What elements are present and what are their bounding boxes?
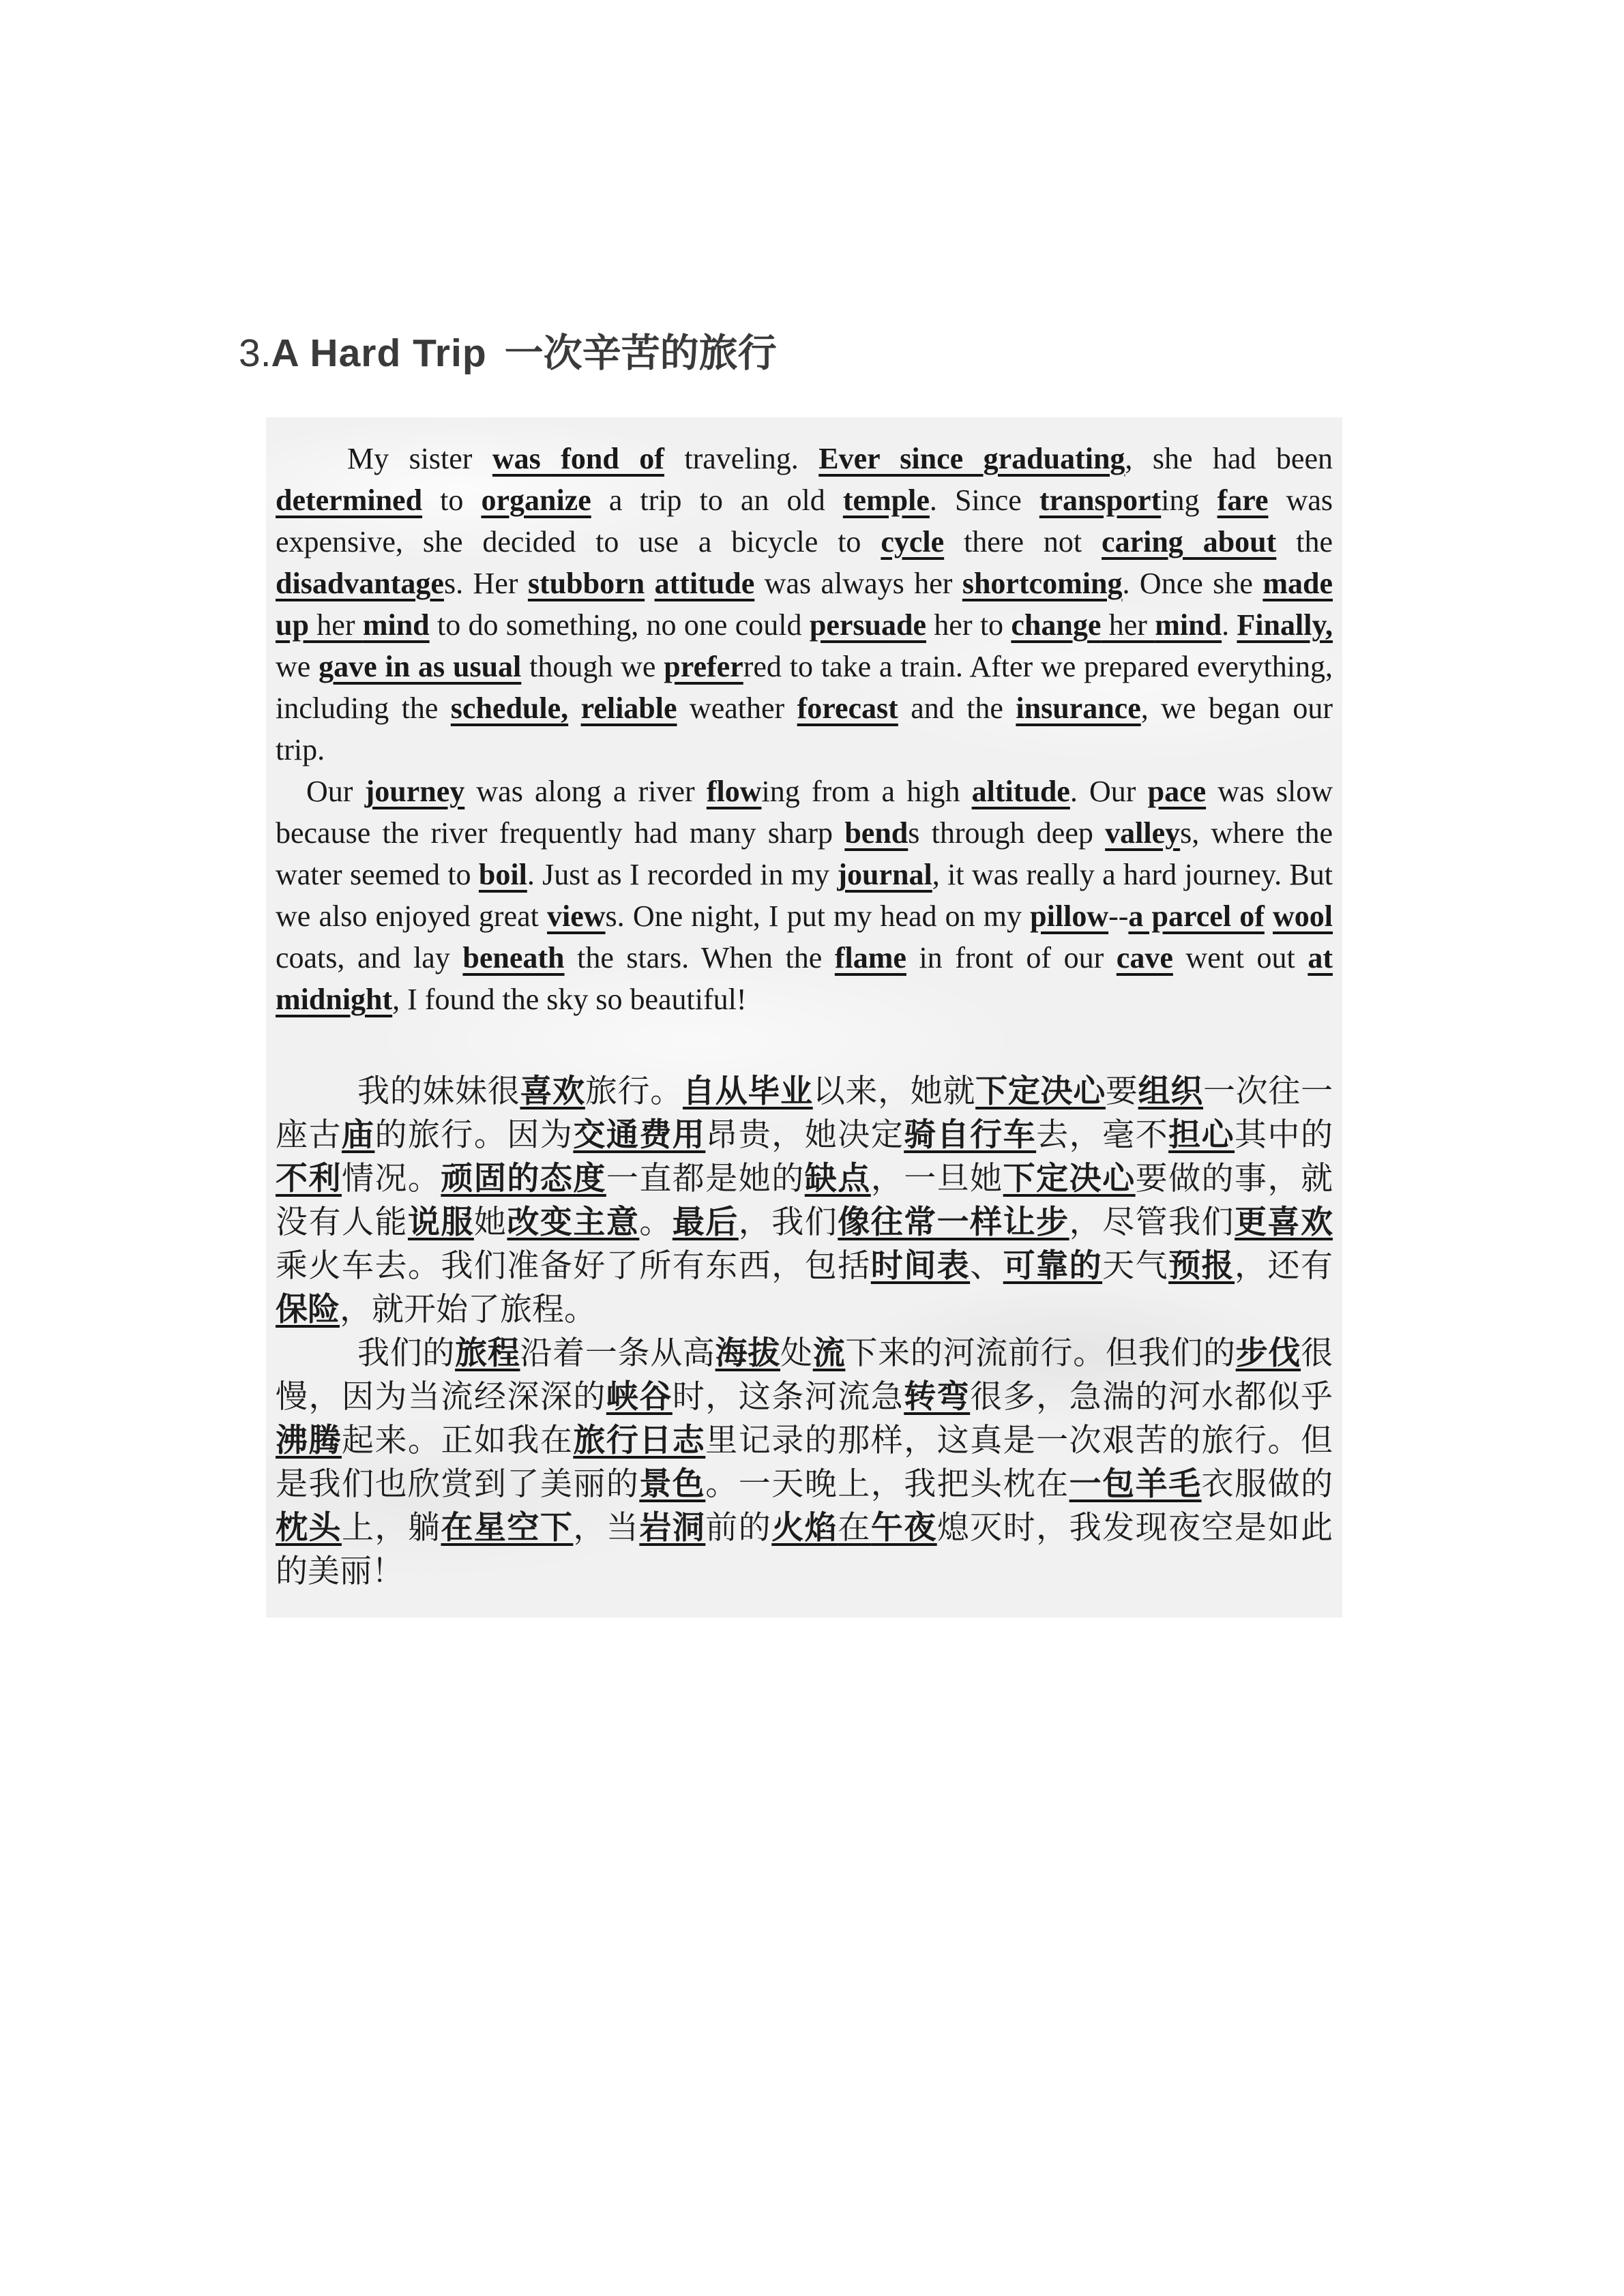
text-run: 我的妹妹很 (357, 1073, 520, 1109)
text-run: 时，这条河流急 (672, 1378, 904, 1414)
text-run: we (276, 650, 319, 683)
text-run: . Just as I recorded in my (527, 858, 838, 891)
vocabulary-term: her (1101, 608, 1155, 642)
vocabulary-term: insurance (1016, 691, 1141, 725)
vocabulary-term: mind (362, 608, 430, 642)
vocabulary-term: 岩洞 (639, 1509, 706, 1545)
vocabulary-term: 保险 (276, 1291, 340, 1327)
vocabulary-term: 可靠的 (1003, 1247, 1103, 1283)
vocabulary-term: transport (1039, 483, 1162, 517)
text-run: 。一天晚上，我把头枕在 (705, 1465, 1069, 1502)
text-run: 沿着一条从高 (520, 1335, 715, 1371)
text-run: 乘火车去。我们准备好了所有东西，包括 (276, 1247, 871, 1283)
text-run: s through deep (908, 816, 1106, 850)
vocabulary-term: was fond of (492, 442, 664, 475)
text-run: 其中的 (1235, 1116, 1333, 1152)
vocabulary-term: attitude (654, 567, 755, 600)
text-run: 的旅行。因为 (374, 1116, 574, 1152)
vocabulary-term: 骑自行车 (904, 1116, 1037, 1152)
text-run: though we (521, 650, 664, 683)
text-run: ing from a high (761, 775, 972, 808)
vocabulary-term: persuade (809, 608, 926, 642)
text-run: 一直都是她的 (606, 1160, 805, 1196)
vocabulary-term: journey (364, 775, 465, 808)
text-run (645, 567, 654, 600)
vocabulary-term: 旅行日志 (573, 1422, 706, 1458)
vocabulary-term: bend (844, 816, 909, 850)
vocabulary-term: reliable (580, 691, 677, 725)
text-run: ，就开始了旅程。 (340, 1291, 596, 1327)
vocabulary-term: valley (1105, 816, 1181, 850)
text-run: to do something, no one could (429, 608, 810, 642)
text-run: Our (306, 775, 365, 808)
chinese-paragraph-2 (276, 1331, 1333, 1593)
vocabulary-term: view (547, 899, 606, 933)
vocabulary-term: wool (1273, 899, 1333, 933)
vocabulary-term: at midnight (276, 941, 1333, 1016)
title-chinese: 一次辛苦的旅行 (504, 331, 777, 375)
vocabulary-term: 在星空下 (441, 1509, 574, 1545)
vocabulary-term: 时间表 (870, 1247, 971, 1283)
vocabulary-term: fare (1217, 483, 1269, 517)
text-run: , it was really a hard journey. But we also enjoyed great (276, 858, 1333, 933)
vocabulary-term: 步伐 (1235, 1335, 1301, 1371)
text-run: , she had been (1125, 442, 1333, 475)
text-run: 天气 (1102, 1247, 1169, 1283)
vocabulary-term: determined (276, 483, 423, 517)
text-run: the stars. When the (564, 941, 835, 974)
vocabulary-term: 交通费用 (573, 1116, 706, 1152)
text-run: 一次往一座古 (276, 1073, 1333, 1152)
text-run: the (1276, 525, 1333, 558)
text-run: 熄灭时，我发现夜空是如此的美丽！ (276, 1509, 1333, 1589)
vocabulary-term: 下定决心 (975, 1073, 1106, 1109)
vocabulary-term: 缺点 (804, 1160, 871, 1196)
text-run: in front of our (906, 941, 1117, 974)
english-paragraph-1 (276, 438, 1333, 771)
vocabulary-term: 转弯 (904, 1378, 971, 1414)
vocabulary-term: temple (842, 483, 930, 517)
text-run: s, where the water seemed to (276, 816, 1333, 891)
vocabulary-term: prefer (664, 650, 743, 683)
vocabulary-term: shortcoming (962, 567, 1123, 600)
text-run: My sister (347, 442, 492, 475)
text-run: ，一旦她 (870, 1160, 1003, 1196)
vocabulary-term: caring about (1102, 525, 1277, 558)
vocabulary-term: 旅程 (455, 1335, 520, 1371)
text-run: 情况。 (341, 1160, 441, 1196)
text-run: , I found the sky so beautiful! (392, 983, 747, 1016)
page-title (239, 333, 777, 374)
vocabulary-term: journal (837, 858, 932, 891)
text-run: traveling. (664, 442, 819, 475)
text-run: 上，躺 (341, 1509, 441, 1545)
text-run: s. One night, I put my head on my (605, 899, 1031, 933)
text-run: . (1222, 608, 1237, 642)
text-run: 。 (639, 1204, 673, 1240)
text-run: 以来，她就 (812, 1073, 976, 1109)
vocabulary-term: flow (706, 775, 762, 808)
text-run: there not (944, 525, 1102, 558)
text-run: to (422, 483, 482, 517)
vocabulary-term: Ever since graduating (818, 442, 1125, 475)
vocabulary-term: change (1011, 608, 1102, 642)
text-run (568, 691, 580, 725)
vocabulary-term: 下定决心 (1003, 1160, 1136, 1196)
english-paragraph-2 (276, 771, 1333, 1020)
vocabulary-term: schedule, (450, 691, 569, 725)
text-run: and the (898, 691, 1016, 725)
vocabulary-term: flame (834, 941, 906, 974)
vocabulary-term: 组织 (1138, 1073, 1203, 1109)
text-run: ，还有 (1235, 1247, 1333, 1283)
vocabulary-term: 流 (812, 1335, 846, 1371)
vocabulary-term: 喜欢 (520, 1073, 585, 1109)
chinese-paragraph-1 (276, 1069, 1333, 1331)
vocabulary-term: 一包羊毛 (1069, 1465, 1202, 1502)
text-run: her to (926, 608, 1012, 642)
vocabulary-term: cave (1116, 941, 1173, 974)
text-run: 要做的事，就没有人能 (276, 1160, 1333, 1240)
text-run: ，尽管我们 (1069, 1204, 1235, 1240)
vocabulary-term: a parcel of (1128, 899, 1265, 933)
text-run: 旅行。 (585, 1073, 683, 1109)
vocabulary-term: 庙 (341, 1116, 375, 1152)
vocabulary-term: cycle (881, 525, 945, 558)
text-run: was slow because the river frequently had many sharp (276, 775, 1333, 850)
vocabulary-term: 海拔 (715, 1335, 780, 1371)
vocabulary-term: 像往常一样让步 (838, 1204, 1069, 1240)
vocabulary-term: Finally, (1237, 608, 1333, 642)
text-run: , we began our trip. (276, 691, 1333, 766)
vocabulary-term: organize (481, 483, 591, 517)
vocabulary-term: pillow (1030, 899, 1109, 933)
text-run: a trip to an old (591, 483, 843, 517)
text-run: 里记录的那样，这真是一次艰苦的旅行。但是我们也欣赏到了美丽的 (276, 1422, 1333, 1502)
text-run: . Our (1069, 775, 1148, 808)
text-run: weather (677, 691, 797, 725)
vocabulary-term: 午夜 (870, 1509, 937, 1545)
vocabulary-term: her (308, 608, 363, 642)
vocabulary-term: 自从毕业 (682, 1073, 813, 1109)
text-run: 下来的河流前行。但我们的 (845, 1335, 1236, 1371)
text-run: ，当 (573, 1509, 640, 1545)
vocabulary-term: gave in as usual (319, 650, 522, 683)
vocabulary-term: forecast (797, 691, 898, 725)
title-number: 3. (239, 331, 271, 375)
vocabulary-term: 最后 (672, 1204, 739, 1240)
text-run: was along a river (464, 775, 707, 808)
vocabulary-term: 峡谷 (606, 1378, 673, 1414)
text-run: went out (1172, 941, 1308, 974)
text-run: coats, and lay (276, 941, 463, 974)
vocabulary-term: 在 (838, 1509, 871, 1545)
text-run: was expensive, she decided to use a bicycle to (276, 483, 1333, 558)
vocabulary-term: 改变主意 (507, 1204, 640, 1240)
text-run: 处 (780, 1335, 813, 1371)
text-run: ing (1161, 483, 1217, 517)
vocabulary-term: made up (276, 567, 1333, 642)
vocabulary-term: stubborn (527, 567, 645, 600)
text-run: 衣服做的 (1201, 1465, 1333, 1502)
text-run: ，我们 (738, 1204, 838, 1240)
vocabulary-term: altitude (971, 775, 1070, 808)
vocabulary-term: 更喜欢 (1235, 1204, 1333, 1240)
vocabulary-term: 沸腾 (276, 1422, 342, 1458)
vocabulary-term: 景色 (639, 1465, 706, 1502)
vocabulary-term: 担心 (1168, 1116, 1235, 1152)
text-run: 昂贵，她决定 (705, 1116, 904, 1152)
text-run: red to take a train. After we prepared everything, including the (276, 650, 1333, 725)
vocabulary-term: 预报 (1168, 1247, 1235, 1283)
text-run: 前的 (705, 1509, 772, 1545)
vocabulary-term: 顽固的态度 (441, 1160, 606, 1196)
text-run: was always her (754, 567, 962, 600)
text-run: . Once she (1122, 567, 1263, 600)
vocabulary-term: 不利 (276, 1160, 342, 1196)
scanned-passage-image (266, 417, 1342, 1617)
vocabulary-term: beneath (462, 941, 565, 974)
vocabulary-term: pace (1147, 775, 1207, 808)
text-run: s. Her (443, 567, 528, 600)
text-run: 我们的 (357, 1335, 456, 1371)
vocabulary-term: disadvantage (276, 567, 444, 600)
text-run: 很多，急湍的河水都似乎 (970, 1378, 1333, 1414)
vocabulary-term: boil (478, 858, 527, 891)
text-run: . Since (929, 483, 1039, 517)
text-run: 要 (1105, 1073, 1138, 1109)
text-run: 她 (473, 1204, 507, 1240)
vocabulary-term: 说服 (407, 1204, 474, 1240)
title-english: A Hard Trip (271, 331, 487, 375)
vocabulary-term: 枕头 (276, 1509, 342, 1545)
text-run: -- (1108, 899, 1129, 933)
text-run: 很慢，因为当流经深深的 (276, 1335, 1333, 1414)
text-run: 、 (970, 1247, 1003, 1283)
text-run: 去，毫不 (1036, 1116, 1169, 1152)
text-run (1265, 899, 1273, 933)
vocabulary-term: 火焰 (771, 1509, 838, 1545)
text-run: 起来。正如我在 (341, 1422, 574, 1458)
vocabulary-term: mind (1155, 608, 1222, 642)
